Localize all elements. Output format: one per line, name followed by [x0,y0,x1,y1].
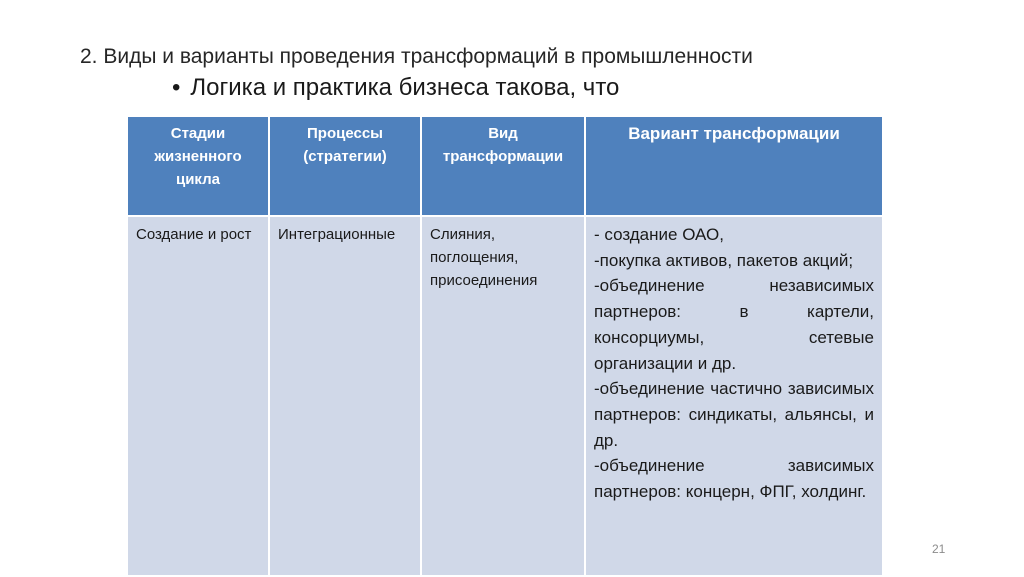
transformation-table [126,115,884,577]
header-stage: Стадии жизненного цикла [127,116,269,216]
variant-item: -покупка активов, пакетов акций; [594,250,854,270]
table-header-row [127,116,883,216]
variant-item: -объединение независимых партнеров: в картели, консорциумы, сетевые организации и др. [594,276,874,373]
cell-type: Слияния, поглощения, присоединения [421,216,585,576]
variant-item: - создание ОАО, [594,225,724,244]
variant-item: -объединение частично зависимых партнеров: синдикаты, альянсы, и др. [594,379,874,450]
bullet-marker: • [172,74,181,101]
table-row [127,216,883,576]
header-type: Вид трансформации [421,116,585,216]
cell-stage: Создание и рост [127,216,269,576]
header-process: Процессы (стратегии) [269,116,421,216]
cell-process: Интеграционные [269,216,421,576]
variant-item: -объединение зависимых партнеров: концерн, ФПГ, холдинг. [594,456,874,502]
page-number: 21 [932,542,946,556]
slide-title: 2. Виды и варианты проведения трансформаций в промышленности [80,45,753,68]
header-variant: Вариант трансформации [585,116,883,216]
cell-variants [585,216,883,576]
bullet-text: Логика и практика бизнеса такова, что [190,74,620,101]
bullet-line [172,74,619,102]
